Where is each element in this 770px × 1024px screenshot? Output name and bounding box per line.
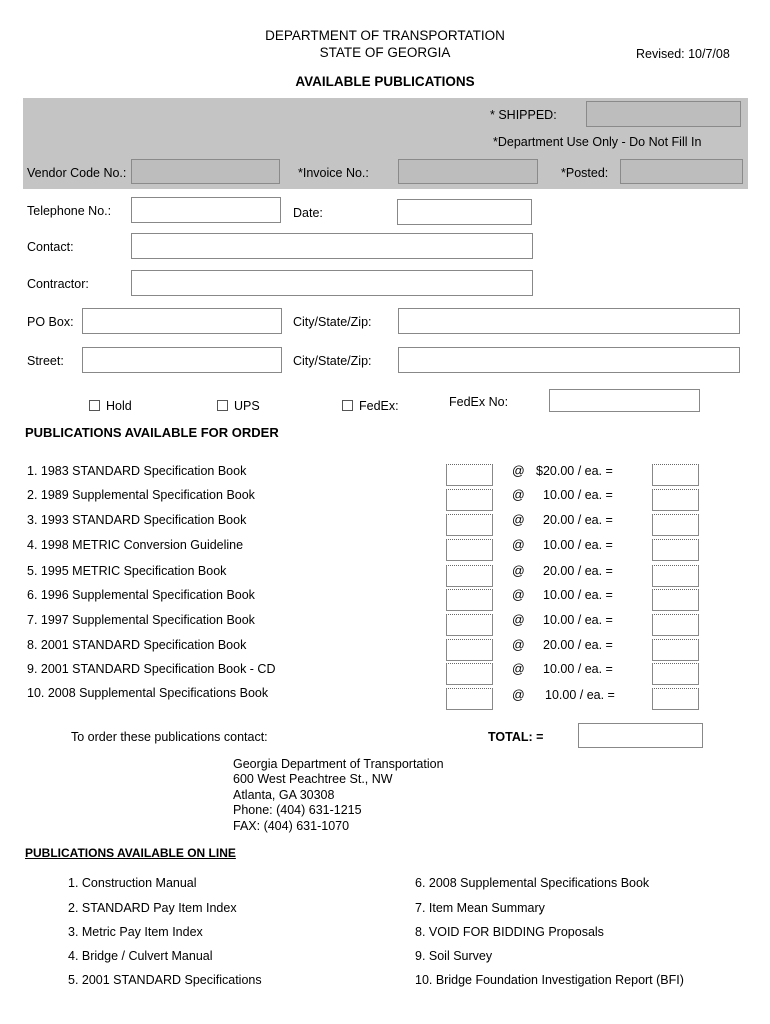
line-total-field[interactable] bbox=[652, 464, 699, 486]
fedex-number-label: FedEx No: bbox=[449, 395, 509, 409]
list-item: 7. Item Mean Summary bbox=[415, 901, 545, 915]
order-contact-prompt: To order these publications contact: bbox=[71, 730, 268, 744]
publication-name: 4. 1998 METRIC Conversion Guideline bbox=[27, 538, 244, 552]
hold-label: Hold bbox=[106, 399, 132, 413]
publication-name: 5. 1995 METRIC Specification Book bbox=[27, 564, 227, 578]
po-box-label: PO Box: bbox=[27, 315, 74, 329]
state-title: STATE OF GEORGIA bbox=[319, 45, 451, 60]
unit-price: 20.00 / ea. = bbox=[543, 513, 613, 527]
invoice-label: *Invoice No.: bbox=[298, 166, 369, 180]
list-item: 5. 2001 STANDARD Specifications bbox=[68, 973, 262, 987]
department-use-note: *Department Use Only - Do Not Fill In bbox=[493, 135, 702, 149]
revised-date: Revised: 10/7/08 bbox=[636, 47, 730, 61]
address-city: Atlanta, GA 30308 bbox=[233, 788, 335, 802]
posted-field[interactable] bbox=[620, 159, 743, 184]
quantity-field[interactable] bbox=[446, 688, 493, 710]
line-total-field[interactable] bbox=[652, 639, 699, 661]
fedex-number-field[interactable] bbox=[549, 389, 700, 412]
unit-price: 10.00 / ea. = bbox=[545, 688, 615, 702]
list-item: 9. Soil Survey bbox=[415, 949, 493, 963]
contractor-label: Contractor: bbox=[27, 277, 89, 291]
telephone-label: Telephone No.: bbox=[27, 204, 112, 218]
vendor-code-label: Vendor Code No.: bbox=[27, 166, 127, 180]
address-street: 600 West Peachtree St., NW bbox=[233, 772, 393, 786]
list-item: 8. VOID FOR BIDDING Proposals bbox=[415, 925, 604, 939]
unit-price: 10.00 / ea. = bbox=[543, 662, 613, 676]
at-symbol: @ bbox=[512, 662, 525, 676]
list-item: 10. Bridge Foundation Investigation Report (BFI) bbox=[415, 973, 684, 987]
online-heading: PUBLICATIONS AVAILABLE ON LINE bbox=[25, 846, 236, 860]
list-item: 4. Bridge / Culvert Manual bbox=[68, 949, 213, 963]
address-phone: Phone: (404) 631-1215 bbox=[233, 803, 362, 817]
quantity-field[interactable] bbox=[446, 663, 493, 685]
publication-name: 2. 1989 Supplemental Specification Book bbox=[27, 488, 255, 502]
line-total-field[interactable] bbox=[652, 489, 699, 511]
contact-label: Contact: bbox=[27, 240, 74, 254]
quantity-field[interactable] bbox=[446, 489, 493, 511]
city-state-zip-field-2[interactable] bbox=[398, 347, 740, 373]
at-symbol: @ bbox=[512, 588, 525, 602]
address-org: Georgia Department of Transportation bbox=[233, 757, 444, 771]
unit-price: 10.00 / ea. = bbox=[543, 613, 613, 627]
quantity-field[interactable] bbox=[446, 614, 493, 636]
line-total-field[interactable] bbox=[652, 589, 699, 611]
at-symbol: @ bbox=[512, 613, 525, 627]
publication-name: 9. 2001 STANDARD Specification Book - CD bbox=[27, 662, 276, 676]
unit-price: $20.00 / ea. = bbox=[536, 464, 613, 478]
city-state-zip-label-2: City/State/Zip: bbox=[293, 354, 372, 368]
list-item: 3. Metric Pay Item Index bbox=[68, 925, 203, 939]
address-fax: FAX: (404) 631-1070 bbox=[233, 819, 350, 833]
line-total-field[interactable] bbox=[652, 688, 699, 710]
form-title: AVAILABLE PUBLICATIONS bbox=[295, 74, 475, 89]
list-item: 2. STANDARD Pay Item Index bbox=[68, 901, 237, 915]
quantity-field[interactable] bbox=[446, 514, 493, 536]
line-total-field[interactable] bbox=[652, 663, 699, 685]
order-heading: PUBLICATIONS AVAILABLE FOR ORDER bbox=[25, 425, 279, 440]
line-total-field[interactable] bbox=[652, 514, 699, 536]
publication-name: 6. 1996 Supplemental Specification Book bbox=[27, 588, 255, 602]
ups-checkbox[interactable] bbox=[217, 400, 228, 411]
line-total-field[interactable] bbox=[652, 565, 699, 587]
vendor-code-field[interactable] bbox=[131, 159, 280, 184]
total-field[interactable] bbox=[578, 723, 703, 748]
at-symbol: @ bbox=[512, 688, 525, 702]
shipped-label: * SHIPPED: bbox=[490, 108, 557, 122]
unit-price: 20.00 / ea. = bbox=[543, 564, 613, 578]
publication-name: 3. 1993 STANDARD Specification Book bbox=[27, 513, 247, 527]
publication-name: 1. 1983 STANDARD Specification Book bbox=[27, 464, 247, 478]
quantity-field[interactable] bbox=[446, 539, 493, 561]
at-symbol: @ bbox=[512, 538, 525, 552]
publication-name: 7. 1997 Supplemental Specification Book bbox=[27, 613, 255, 627]
line-total-field[interactable] bbox=[652, 614, 699, 636]
at-symbol: @ bbox=[512, 513, 525, 527]
list-item: 6. 2008 Supplemental Specifications Book bbox=[415, 876, 650, 890]
department-title: DEPARTMENT OF TRANSPORTATION bbox=[265, 28, 505, 43]
at-symbol: @ bbox=[512, 564, 525, 578]
at-symbol: @ bbox=[512, 464, 525, 478]
at-symbol: @ bbox=[512, 488, 525, 502]
fedex-label: FedEx: bbox=[359, 399, 399, 413]
quantity-field[interactable] bbox=[446, 589, 493, 611]
contractor-field[interactable] bbox=[131, 270, 533, 296]
unit-price: 20.00 / ea. = bbox=[543, 638, 613, 652]
at-symbol: @ bbox=[512, 638, 525, 652]
quantity-field[interactable] bbox=[446, 565, 493, 587]
contact-field[interactable] bbox=[131, 233, 533, 259]
hold-checkbox[interactable] bbox=[89, 400, 100, 411]
publication-name: 10. 2008 Supplemental Specifications Book bbox=[27, 686, 269, 700]
date-label: Date: bbox=[293, 206, 323, 220]
date-field[interactable] bbox=[397, 199, 532, 225]
street-field[interactable] bbox=[82, 347, 282, 373]
line-total-field[interactable] bbox=[652, 539, 699, 561]
unit-price: 10.00 / ea. = bbox=[543, 588, 613, 602]
quantity-field[interactable] bbox=[446, 639, 493, 661]
shipped-field[interactable] bbox=[586, 101, 741, 127]
po-box-field[interactable] bbox=[82, 308, 282, 334]
posted-label: *Posted: bbox=[561, 166, 609, 180]
telephone-field[interactable] bbox=[131, 197, 281, 223]
city-state-zip-label-1: City/State/Zip: bbox=[293, 315, 372, 329]
ups-label: UPS bbox=[234, 399, 260, 413]
unit-price: 10.00 / ea. = bbox=[543, 488, 613, 502]
fedex-checkbox[interactable] bbox=[342, 400, 353, 411]
list-item: 1. Construction Manual bbox=[68, 876, 197, 890]
publication-name: 8. 2001 STANDARD Specification Book bbox=[27, 638, 247, 652]
quantity-field[interactable] bbox=[446, 464, 493, 486]
unit-price: 10.00 / ea. = bbox=[543, 538, 613, 552]
invoice-field[interactable] bbox=[398, 159, 538, 184]
street-label: Street: bbox=[27, 354, 64, 368]
city-state-zip-field-1[interactable] bbox=[398, 308, 740, 334]
total-label: TOTAL: = bbox=[488, 730, 544, 744]
